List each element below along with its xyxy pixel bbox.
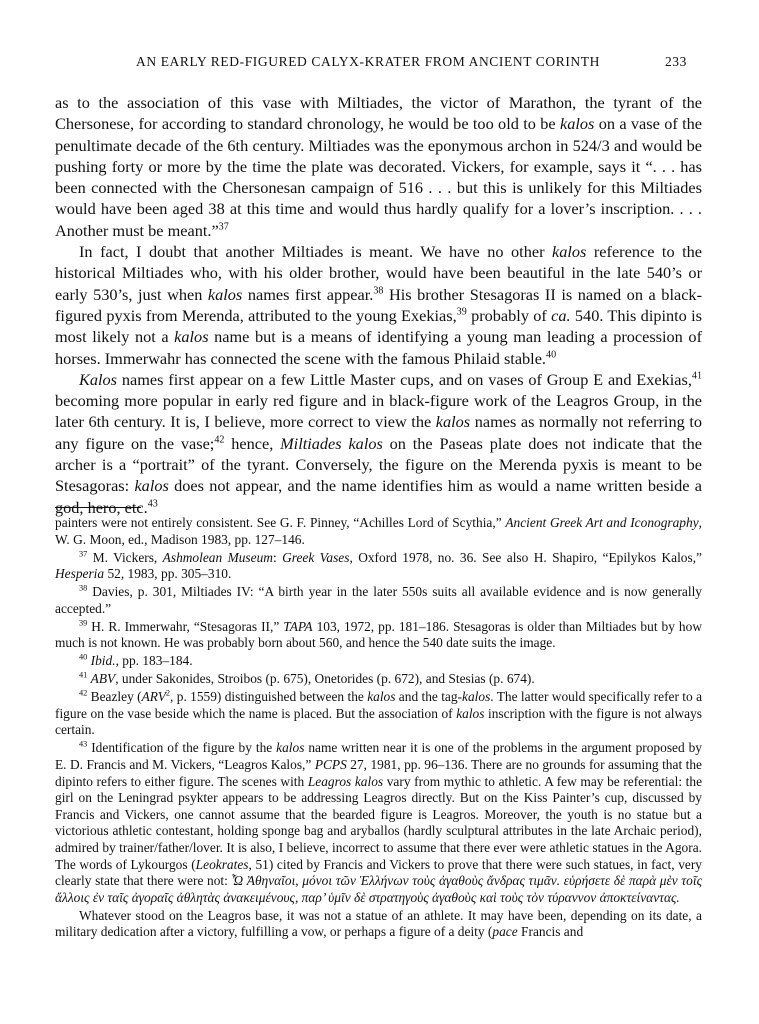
text-run: probably of: [466, 305, 552, 325]
italic-term: Ibid.: [90, 653, 116, 669]
italic-term: Hesperia: [55, 566, 105, 582]
text-run: . The latter would specifically refer to a figure on the vase beside which the name is placed. But the association of: [55, 689, 703, 721]
greek-quotation: Ὦ Ἀθηναῖοι, μόνοι τῶν Ἑλλήνων τοὺς ἀγαθοὺς ἄνδρας τιμᾶν. εὑρήσετε δὲ παρὰ μὲν τοῖς ἄλλοις ἐν ταῖς ἀγοραῖς ἀθλητὰς ἀνακειμένους, παρ’ ὑμῖν δὲ στρατηγοὺς ἀγαθοὺς καὶ τοὺς τὸν τύραννον ἀποκτείναντας.: [55, 873, 703, 905]
italic-term: kalos: [435, 412, 471, 432]
footnote-number: 41: [79, 670, 88, 680]
text-run: vary from mythic to athletic. A few may be referential: the girl on the Leningrad psykter appears to be addressing Leagros directly. But on the Kiss Painter’s cup, discussed by Francis and Vickers, one cannot assume that the bearded figure is Leagros. Moreover, the youth is no statue but a victorious athletic contestant, holding sponge bag and aryballos (hardly sculptural attributes in the late Archaic period), admired by trainer/father/lover. It is also, I believe, incorrect to assume that there ever were athletic statues in the Agora. The words of Lykourgos (: [55, 773, 703, 872]
text-run: 52, 1983, pp. 305–310.: [104, 566, 232, 582]
text-run: names first appear on a few Little Master cups, and on vases of Group E and Exekias,: [117, 369, 692, 389]
running-title: AN EARLY RED-FIGURED CALYX-KRATER FROM ANCIENT CORINTH: [136, 54, 600, 69]
italic-term: ARV: [141, 689, 166, 705]
running-header: [88, 54, 687, 72]
italic-term: Ancient Greek Art and Iconography: [505, 515, 699, 530]
footnote-39: [55, 619, 702, 652]
text-run: inscription with the figure is not always certain.: [55, 705, 702, 738]
text-run: , p. 1559) distinguished between the: [170, 689, 368, 705]
footnote-ref: 42: [214, 434, 225, 446]
footnote-number: 39: [79, 618, 88, 628]
text-run: hence,: [224, 433, 281, 453]
italic-term: ABV: [90, 671, 116, 687]
italic-term: kalos: [456, 705, 485, 721]
italic-term: kalos: [276, 740, 305, 756]
footnotes: [55, 515, 702, 942]
text-run: In fact, I doubt that another Miltiades is meant. We have no other: [79, 242, 552, 262]
italic-term: pace: [492, 924, 518, 940]
main-text: [55, 92, 702, 518]
footnote-ref: 41: [691, 370, 702, 382]
footnote-41: [55, 671, 702, 688]
italic-term: Kalos: [79, 369, 118, 389]
text-run: painters were not entirely consistent. See G. F. Pinney, “Achilles Lord of Scythia,”: [55, 515, 506, 530]
text-run: becoming more popular in early red figure and in black-figure work of the Leagros Group, in the later 6th century. It is, I believe, more correct to view the: [55, 391, 702, 432]
italic-term: Ashmolean Museum: [162, 549, 273, 565]
text-run: name written near it is one of the problems in the argument proposed by E. D. Francis and M. Vickers, “Leagros Kalos,”: [55, 740, 702, 773]
text-run: Beazley (: [87, 689, 142, 705]
footnote-43-continued: [55, 908, 702, 941]
text-run: does not appear, and the name identifies him as would a name written beside a god, hero, etc.: [55, 476, 702, 517]
text-run: :: [272, 549, 283, 565]
text-run: His brother Stesagoras II is named on a black-figured pyxis from Merenda, attributed to the young Exekias,: [55, 284, 702, 325]
footnote-42: [55, 689, 702, 739]
footnote-ref: 39: [456, 306, 467, 318]
text-run: 540. This dipinto is most likely not a: [55, 305, 702, 347]
text-run: Davies, p. 301, Miltiades IV: “A birth year in the later 550s suits all available evidence and is now generally accepted.”: [55, 584, 702, 616]
footnote-37: [55, 550, 702, 583]
text-run: Whatever stood on the Leagros base, it was not a statue of an athlete. It may have been, depending on its date, a military dedication after a victory, fulfilling a vow, or perhaps a figure of a deity (: [55, 907, 702, 940]
italic-term: Leagros kalos: [307, 773, 384, 789]
text-run: name but is a means of identifying a young man leading a procession of horses. Immerwahr has connected the scene with the famous Philaid stable.: [55, 327, 702, 368]
footnote-38: [55, 584, 702, 617]
text-run: on a vase of the penultimate decade of the 6th century. Miltiades was the eponymous archon in 524/3 and would be pushing forty or more by the time the plate was decorated. Vickers, for example, says it “. . . has been connected with the Chersonesan campaign of 516 . . . but this is unlikely for this Miltiades would have been aged 38 at this time and would thus hardly qualify for a lover’s inscription. . . . Another must be meant.”: [55, 114, 703, 240]
italic-term: ca.: [551, 305, 571, 325]
footnote-divider: [55, 507, 141, 508]
italic-term: Miltiades kalos: [280, 433, 383, 453]
footnote-ref: 38: [373, 285, 384, 297]
text-run: , W. G. Moon, ed., Madison 1983, pp. 127–146.: [55, 515, 703, 547]
text-run: on the Paseas plate does not indicate that the archer is a “portrait” of the tyrant. Conversely, the figure on the Merenda pyxis is meant to be Stesagoras:: [55, 433, 703, 496]
italic-term: Leokrates: [195, 856, 249, 872]
text-run: Francis and: [517, 924, 584, 940]
italic-term: kalos: [552, 242, 587, 262]
italic-term: kalos: [559, 114, 595, 134]
italic-term: Greek Vases: [282, 549, 350, 565]
footnote-number: 43: [79, 739, 88, 749]
text-run: , Oxford 1978, no. 36. See also H. Shapiro, “Epilykos Kalos,”: [349, 549, 703, 565]
text-run: Identification of the figure by the: [87, 740, 277, 756]
paragraph-2: [55, 241, 702, 369]
footnote-continued: [55, 515, 702, 548]
text-run: as to the association of this vase with Miltiades, the victor of Marathon, the tyrant of the Chersonese, for according to standard chronology, he would be too old to be: [55, 93, 702, 134]
footnote-number: 40: [79, 652, 88, 662]
italic-term: TAPA: [283, 618, 313, 634]
text-run: , 51) cited by Francis and Vickers to prove that there were such statues, in fact, very clearly state that there were not:: [55, 856, 702, 889]
text-run: and the tag-: [395, 689, 463, 705]
footnote-ref: 40: [546, 349, 557, 361]
italic-term: kalos: [174, 327, 209, 347]
page-number: 233: [664, 54, 687, 69]
text-run: M. Vickers,: [87, 549, 163, 565]
text-run: 103, 1972, pp. 181–186. Stesagoras is older than Miltiades but by how much is not known. He was probably born about 560, and hence the 540 date suits the image.: [55, 618, 702, 651]
italic-term: kalos: [462, 689, 491, 705]
footnote-number: 42: [79, 688, 88, 698]
text-run: H. R. Immerwahr, “Stesagoras II,”: [87, 618, 284, 634]
text-run: names as normally not referring to any figure on the vase;: [55, 412, 702, 453]
edition-superscript: 2: [165, 688, 171, 698]
italic-term: PCPS: [314, 757, 347, 773]
text-run: 27, 1981, pp. 96–136. There are no grounds for assuming that the dipinto refers to either figure. The scenes with: [55, 757, 702, 789]
paragraph-1: [55, 92, 702, 241]
footnote-ref: 37: [218, 221, 229, 233]
text-run: reference to the historical Miltiades who, with his older brother, would have been beautiful in the late 540’s or early 530’s, just when: [55, 242, 702, 304]
italic-term: kalos: [367, 689, 396, 705]
footnote-ref: 43: [147, 498, 158, 510]
footnote-43: [55, 740, 702, 906]
paragraph-3: [55, 369, 702, 518]
text-run: , under Sakonides, Stroibos (p. 675), Onetorides (p. 672), and Stesias (p. 674).: [115, 671, 535, 687]
footnote-40: [55, 653, 702, 670]
text-run: names first appear.: [242, 284, 374, 304]
footnote-number: 37: [79, 549, 88, 559]
italic-term: kalos: [134, 476, 169, 496]
italic-term: kalos: [207, 284, 243, 304]
footnote-number: 38: [79, 583, 88, 593]
text-run: , pp. 183–184.: [115, 653, 193, 669]
